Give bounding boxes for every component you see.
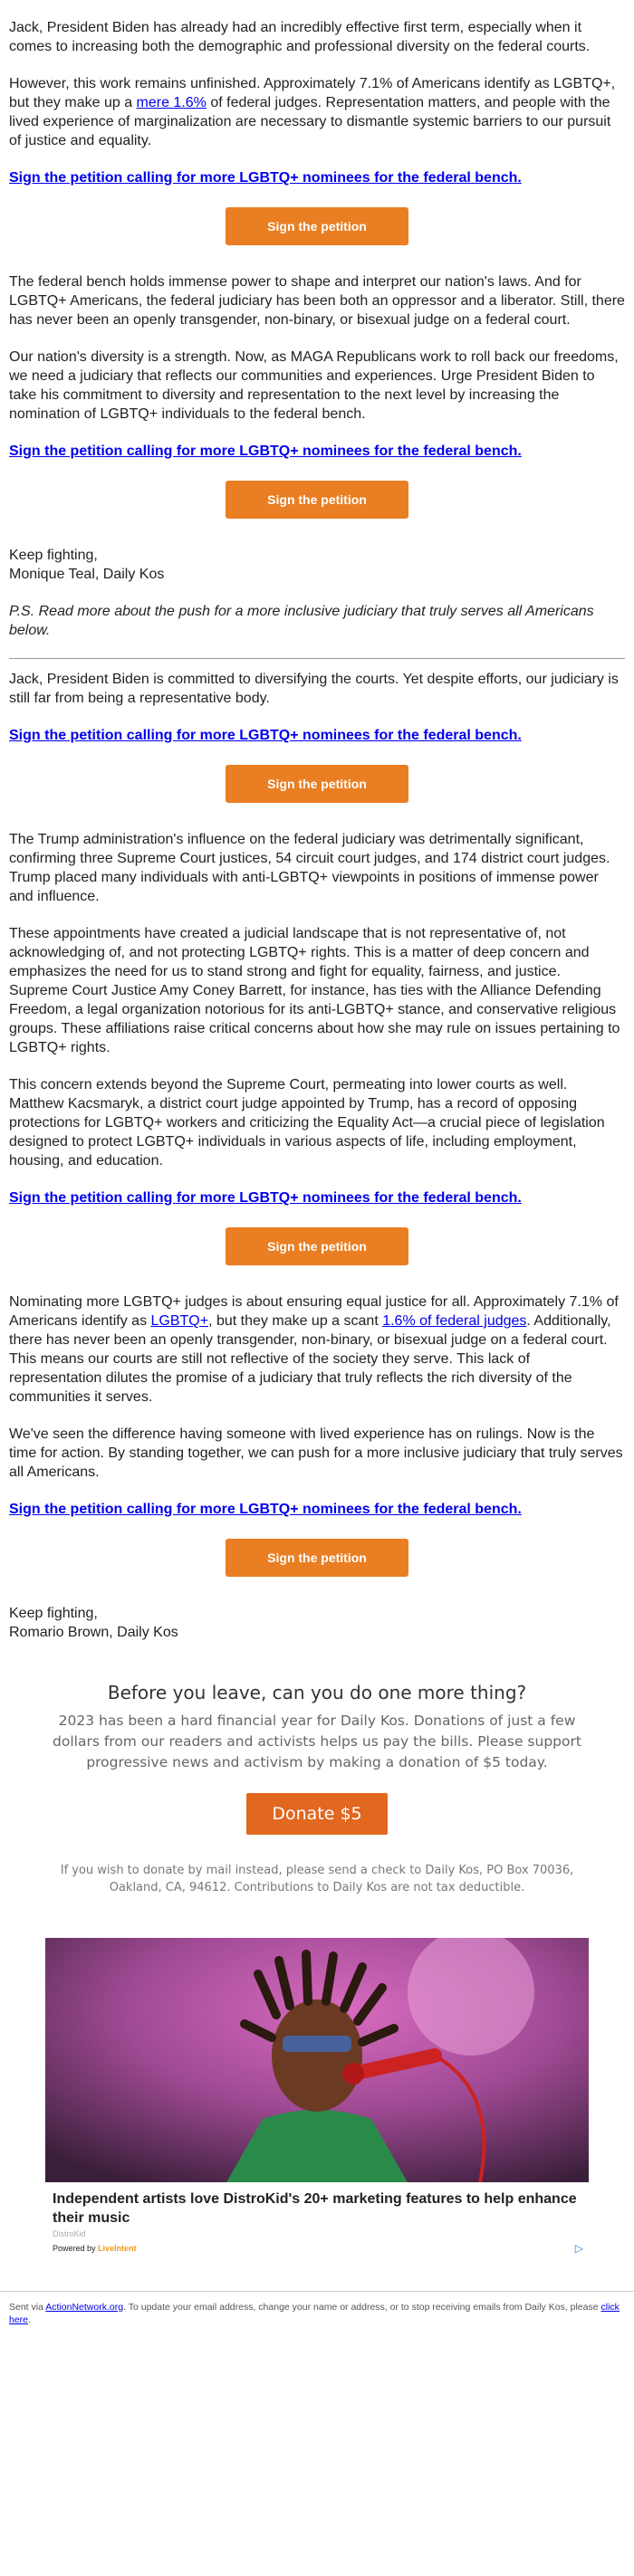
signoff: Keep fighting, [9, 1606, 98, 1621]
section3-paragraph-1: Jack, President Biden is committed to diversifying the courts. Yet despite efforts, our judiciary is still far from being a representative body. [9, 672, 619, 706]
sign-petition-button-5[interactable]: Sign the petition [226, 1539, 408, 1577]
powered-by-label: Powered by [53, 2244, 96, 2253]
button-row [9, 1539, 625, 1577]
section4-paragraph-2: These appointments have created a judicial landscape that is not representative of, not acknowledging of, and not protecting LGBTQ+ rights. This is a matter of deep concern and emphasizes the need for us to stand strong and fight for equality, fairness, and justice. [9, 926, 590, 979]
petition-link-4[interactable]: Sign the petition calling for more LGBTQ+ nominees for the federal bench. [9, 1190, 522, 1206]
text-span: . To update your email address, change your name or address, or to stop receiving emails from Daily Kos, please [123, 2302, 601, 2313]
intro-paragraph-1: Jack, President Biden has already had an incredibly effective first term, especially when it comes to increasing both the demographic and professional diversity on the federal courts. [9, 20, 591, 54]
button-row [9, 207, 625, 245]
section-divider [9, 658, 625, 659]
donate-button[interactable]: Donate $5 [246, 1793, 387, 1835]
sign-petition-button-3[interactable]: Sign the petition [226, 765, 408, 803]
button-row [9, 1227, 625, 1265]
signature-1 [9, 546, 625, 584]
text-span: . [28, 2314, 31, 2325]
text-span: Sent via [9, 2302, 46, 2313]
sign-petition-button-4[interactable]: Sign the petition [226, 1227, 408, 1265]
section2-paragraph-1: The federal bench holds immense power to shape and interpret our nation's laws. And for LGBTQ+ Americans, the federal judiciary has been both an oppressor and a liberator. Still, there has never been an openly transgender, non-binary, or bisexual judge on a federal court. [9, 274, 625, 328]
liveintent-logo: LiveIntent [98, 2244, 137, 2253]
section5-paragraph-2: We've seen the difference having someone with lived experience has on rulings. Now is the time for action. By standing together, we can push for a more inclusive judiciary that truly serves all Americans. [9, 1426, 623, 1480]
section2-paragraph-2: Our nation's diversity is a strength. Now, as MAGA Republicans work to roll back our freedoms, we need a judiciary that reflects our communities and experiences. Urge President Biden to take his commitment to diversity and representation to the next level by increasing the nomination of LGBTQ+ individuals to the federal bench. [9, 349, 619, 422]
donate-heading: Before you leave, can you do one more thing? [107, 1682, 527, 1703]
postscript: P.S. Read more about the push for a more inclusive judiciary that truly serves all Americans below. [9, 604, 594, 638]
sign-petition-button-2[interactable]: Sign the petition [226, 481, 408, 519]
intro-paragraph-2 [9, 74, 625, 150]
button-row [9, 481, 625, 519]
signoff: Keep fighting, [9, 548, 98, 563]
mere-percent-link[interactable]: mere 1.6% [136, 95, 207, 110]
button-row [9, 765, 625, 803]
ad-advertiser: DistroKid [53, 2229, 86, 2238]
text-span: , but they make up a scant [208, 1313, 383, 1329]
powered-by [53, 2244, 137, 2253]
signer-name: Romario Brown, Daily Kos [9, 1625, 178, 1640]
section4-paragraph-1: The Trump administration's influence on the federal judiciary was detrimentally significant, confirming three Supreme Court justices, 54 circuit court judges, and 174 district court judges. Trump placed many individuals with anti-LGBTQ+ viewpoints in positions of immense power and influence. [9, 832, 610, 904]
ad-title[interactable]: Independent artists love DistroKid's 20+ marketing features to help enhance their music [53, 2191, 577, 2226]
lgbtq-link[interactable]: LGBTQ+ [150, 1313, 209, 1329]
text-span: However, this work remains unfinished. Approximately 7.1% of Americans identify as LGBTQ+, but they make up a [9, 76, 616, 110]
donate-lead: 2023 has been a hard financial year for Daily Kos. Donations of just a few dollars from our readers and activists helps us pay the bills. Please support progressive news and activism by making a donation of $5 today. [53, 1713, 581, 1770]
text-span: of federal judges. Representation matters, and people with the lived experience of marginalization are necessary to dismantle systemic barriers to our pursuit of justice and equality. [9, 95, 611, 148]
section4-paragraph-4: This concern extends beyond the Supreme Court, permeating into lower courts as well. Matthew Kacsmaryk, a district court judge appointed by Trump, has a record of opposing protections for LGBTQ+ workers and criticizing the Equality Act—a crucial piece of legislation designed to protect LGBTQ+ individuals in various aspects of life, including employment, housing, and education. [9, 1077, 605, 1169]
petition-link-1[interactable]: Sign the petition calling for more LGBTQ+ nominees for the federal bench. [9, 170, 522, 186]
donate-section [9, 1673, 625, 1896]
advertisement[interactable] [45, 1938, 589, 2255]
section5-paragraph-1 [9, 1293, 625, 1407]
signer-name: Monique Teal, Daily Kos [9, 567, 165, 582]
signature-2 [9, 1604, 625, 1642]
ad-footer [53, 2242, 589, 2255]
section4-paragraph-3: Supreme Court Justice Amy Coney Barrett, for instance, has ties with the Alliance Defending Freedom, a legal organization notorious for its anti-LGBTQ+ stance, and conservative religious groups. These affiliations raise critical concerns about how she may rule on issues pertaining to LGBTQ+ rights. [9, 983, 620, 1055]
email-footer [0, 2291, 634, 2344]
sign-petition-button-1[interactable]: Sign the petition [226, 207, 408, 245]
email-body [9, 0, 625, 2255]
unsubscribe-link[interactable]: click here [9, 2302, 620, 2325]
text-span: Nominating more LGBTQ+ judges is about ensuring equal justice for all. Approximately 7.1% of Americans identify as [9, 1294, 619, 1329]
text-span: . Additionally, there has never been an openly transgender, non-binary, or bisexual judge on a federal court. This means our courts are still not reflective of the society they serve. This lack of representation dilutes the promise of a judiciary that truly reflects the rich diversity of the communities it serves. [9, 1313, 611, 1405]
petition-link-5[interactable]: Sign the petition calling for more LGBTQ+ nominees for the federal bench. [9, 1502, 522, 1517]
donate-by-mail-note: If you wish to donate by mail instead, please send a check to Daily Kos, PO Box 70036, Oakland, CA, 94612. Contributions to Daily Kos are not tax deductible. [60, 1864, 574, 1894]
ad-image[interactable] [45, 1938, 589, 2182]
petition-link-2[interactable]: Sign the petition calling for more LGBTQ+ nominees for the federal bench. [9, 444, 522, 459]
actionnetwork-link[interactable]: ActionNetwork.org [45, 2302, 124, 2313]
adchoices-icon[interactable]: ▷ [574, 2242, 583, 2255]
petition-link-3[interactable]: Sign the petition calling for more LGBTQ+ nominees for the federal bench. [9, 728, 522, 743]
federal-judges-link[interactable]: 1.6% of federal judges [382, 1313, 527, 1329]
